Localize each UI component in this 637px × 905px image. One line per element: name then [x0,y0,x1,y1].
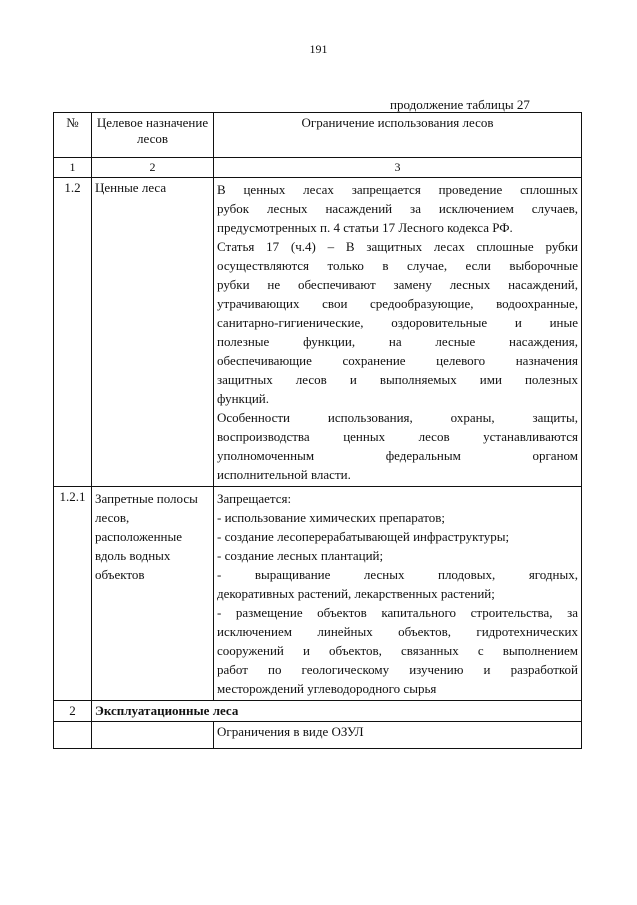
table-header-row [54,113,582,158]
row-number: 1.2 [54,178,92,487]
restriction-list-line: месторождений углеводородного сырья [217,681,437,696]
restriction-list-line: - использование химических препаратов; [217,510,445,525]
restriction-text-line: защитных лесов и выполняемых ими полезных [217,372,578,387]
row-purpose [92,722,214,749]
row-number: 2 [54,701,92,722]
table-row [54,487,582,701]
table-row [54,701,582,722]
header-restriction: Ограничение использования лесов [214,113,582,158]
restriction-text-line: функций. [217,391,269,406]
restriction-list-line: исключением линейных объектов, гидротехнических [217,624,578,639]
restriction-list-line: сооружений и объектов, связанных с выполнением [217,643,578,658]
column-numbers-row [54,158,582,178]
header-purpose: Целевое назначение лесов [92,113,214,158]
restriction-text-line: утрачивающих свои средообразующие, водоохранные, [217,296,578,311]
section-title: Эксплуатационные леса [92,701,582,722]
restriction-text-line: полезные функции, на лесные насаждения, [217,334,578,349]
restriction-list-line: - выращивание лесных плодовых, ягодных, [217,567,578,582]
row-number: 1.2.1 [54,487,92,701]
column-number-1: 1 [54,158,92,178]
table-row [54,722,582,749]
row-restriction: Ограничения в виде ОЗУЛ [214,722,582,749]
purpose-text-line: вдоль водных [95,548,171,563]
purpose-text-line: объектов [95,567,145,582]
restriction-text-line: обеспечивающие сохранение целевого назначения [217,353,578,368]
restriction-text-line: Статья 17 (ч.4) – В защитных лесах сплошные рубки [217,239,578,254]
purpose-text-line: расположенные [95,529,182,544]
restriction-list-line: - размещение объектов капитального строительства, за [217,605,578,620]
restriction-list-line: декоративных растений, лекарственных растений; [217,586,495,601]
column-number-3: 3 [214,158,582,178]
restriction-text-line: воспроизводства ценных лесов устанавливаются [217,429,578,444]
restriction-list-line: работ по геологическому изучению и разработкой [217,662,578,677]
page-number: 191 [309,42,328,56]
restriction-text-line: исполнительной власти. [217,467,351,482]
purpose-text-line: Запретные полосы [95,491,198,506]
restriction-text-line: рубок лесных насаждений за исключением случаев, [217,201,578,216]
restriction-text-line: уполномоченным федеральным органом [217,448,578,463]
row-number [54,722,92,749]
table-continuation-caption: продолжение таблицы 27 [390,97,530,112]
row-purpose: Ценные леса [92,178,214,487]
restriction-text-line: Особенности использования, охраны, защиты, [217,410,578,425]
row-restriction [214,178,582,487]
restriction-text-line: предусмотренных п. 4 статьи 17 Лесного кодекса РФ. [217,220,513,235]
header-num: № [54,113,92,158]
table-row [54,178,582,487]
row-restriction [214,487,582,701]
restriction-list-line: - создание лесоперерабатывающей инфраструктуры; [217,529,510,544]
row-purpose [92,487,214,701]
restriction-text-line: санитарно-гигиенические, оздоровительные и иные [217,315,578,330]
restriction-text-line: осуществляются только в случае, если выборочные [217,258,578,273]
restriction-text-line: рубки не обеспечивают замену лесных насаждений, [217,277,578,292]
restrictions-table [53,112,582,749]
column-number-2: 2 [92,158,214,178]
restriction-list-line: Запрещается: [217,491,292,506]
purpose-text-line: лесов, [95,510,130,525]
restriction-text-line: В ценных лесах запрещается проведение сплошных [217,182,578,197]
restriction-list-line: - создание лесных плантаций; [217,548,384,563]
